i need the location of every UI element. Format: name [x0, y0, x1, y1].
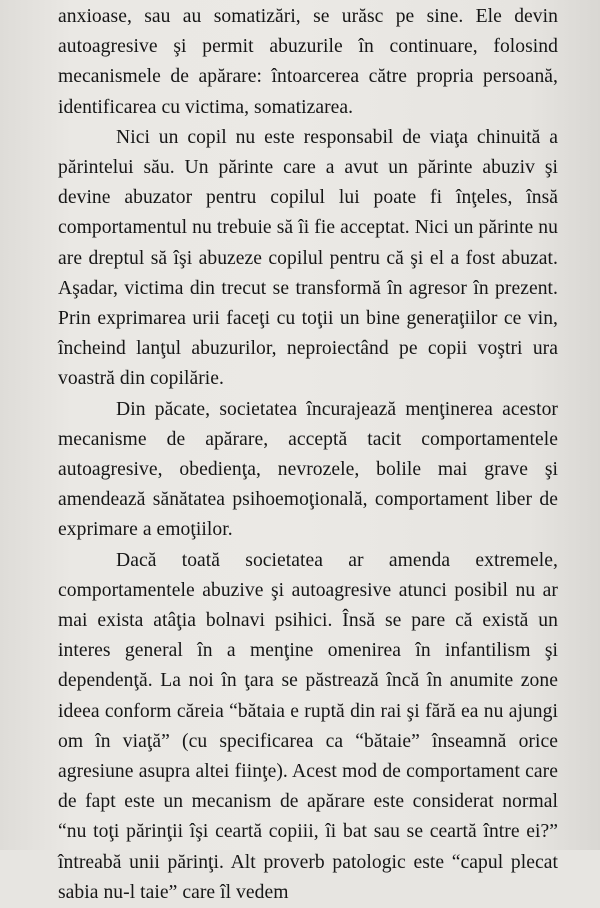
- paragraph-3: Din păcate, societatea încurajează menţinerea acestor mecanisme de apărare, acceptă tacit comportamentele autoagresive, obedienţa, nevrozele, bolile mai grave şi amendează sănătatea psihoemoţională, comportament liber de exprimare a emoţiilor.: [58, 398, 558, 541]
- paragraph-1: anxioase, sau au somatizări, se urăsc pe sine. Ele devin autoagresive şi permit abuzurile în continuare, folosind mecanismele de apărare: întoarcerea către propria persoană, identificarea cu victima, somatizarea.: [58, 6, 558, 118]
- paragraph-2: Nici un copil nu este responsabil de viaţa chinuită a părintelui său. Un părinte care a avut un părinte abuziv şi devine abuzator pentru copilul lui poate fi înţeles, însă comportamentul nu trebuie să îi fie acceptat. Nici un părinte nu are dreptul să îşi abuzeze copilul pentru că şi el a fost abuzat. Aşadar, victima din trecut se transformă în agresor în prezent. Prin exprimarea urii faceţi cu toţii un bine generaţiilor ce vin, încheind lanţul abuzurilor, neproiectând pe copii voştri ura voastră din copilărie.: [58, 126, 558, 390]
- paragraph-4: Dacă toată societatea ar amenda extremele, comportamentele abuzive şi autoagresive atunci posibil nu ar mai exista atâţia bolnavi psihici. Însă se pare că există un interes general în a menţine omenirea în infantilism şi dependenţă. La noi în ţara se păstrează încă în anumite zone ideea conform căreia “bătaia e ruptă din rai şi fără ea nu ajungi om în viaţă” (cu specificarea ca “bătaie” înseamnă orice agresiune asupra altei fiinţe). Acest mod de comportament care de fapt este un mecanism de apărare este considerat normal “nu toţi părinţii îşi ceartă copiii, îi bat sau se ceartă între ei?” întreabă unii părinţi. Alt proverb patologic este “capul plecat sabia nu-l taie” care îl vedem: [58, 549, 558, 903]
- page-body-text: [58, 2, 558, 908]
